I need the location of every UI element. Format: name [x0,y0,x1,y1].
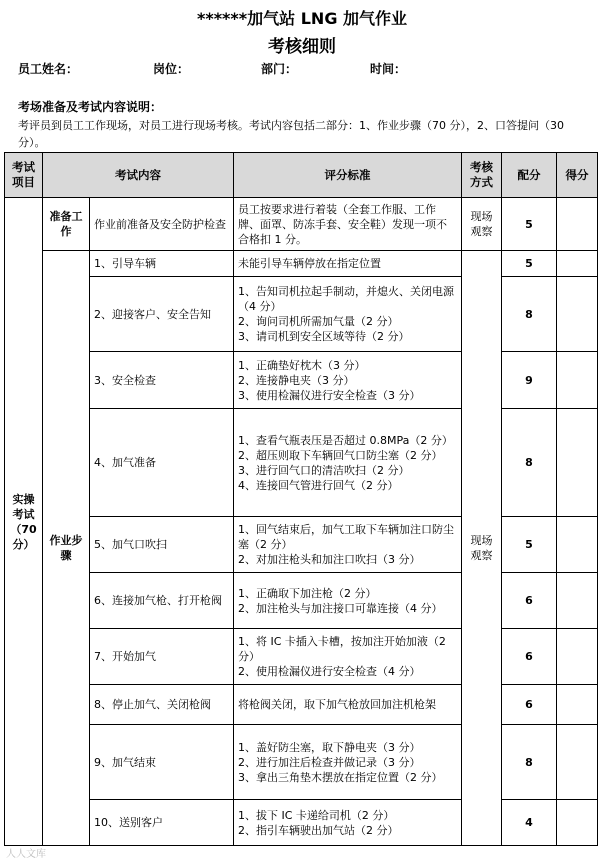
row-content: 7、开始加气 [90,629,234,685]
row-criteria: 1、回气结束后，加气工取下车辆加注口防尘塞（2 分） 2、对加注枪头和加注口吹扫（3 分） [234,517,462,573]
header-points: 配分 [502,153,557,198]
row-content: 4、加气准备 [90,409,234,517]
row-points: 9 [502,352,557,409]
row-criteria: 1、查看气瓶表压是否超过 0.8MPa（2 分） 2、超压则取下车辆回气口防尘塞（2 分）3、进行回气口的清洁吹扫（2 分） 4、连接回气管进行回气（2 分） [234,409,462,517]
document-title: ******加气站 LNG 加气作业 [196,9,408,28]
position-label: 岗位： [153,62,190,76]
exam-project-cell: 实操考试（70分） [5,198,43,846]
score-cell[interactable] [557,629,598,685]
row-content: 10、送别客户 [90,800,234,846]
row-points: 5 [502,198,557,251]
row-content: 1、引导车辆 [90,251,234,277]
score-cell[interactable] [557,409,598,517]
row-content: 2、迎接客户、安全告知 [90,277,234,352]
score-cell[interactable] [557,277,598,352]
row-content: 5、加气口吹扫 [90,517,234,573]
row-points: 6 [502,573,557,629]
header-content: 考试内容 [43,153,234,198]
score-cell[interactable] [557,251,598,277]
row-criteria: 1、正确取下加注枪（2 分） 2、加注枪头与加注接口可靠连接（4 分） [234,573,462,629]
row-criteria: 1、拔下 IC 卡递给司机（2 分） 2、指引车辆驶出加气站（2 分） [234,800,462,846]
score-cell[interactable] [557,517,598,573]
row-criteria: 1、盖好防尘塞，取下静电夹（3 分） 2、进行加注后检查并做记录（3 分） 3、拿出三角垫木摆放在指定位置（2 分） [234,725,462,800]
group-prep: 准备工作 [43,198,90,251]
row-content: 6、连接加气枪、打开枪阀 [90,573,234,629]
document-subtitle: 考核细则 [268,37,336,57]
employee-name-label: 员工姓名： [18,62,79,76]
row-criteria: 1、将 IC 卡插入卡槽，按加注开始加液（2 分） 2、使用检漏仪进行安全检查（4 分） [234,629,462,685]
row-points: 8 [502,277,557,352]
header-score: 得分 [557,153,598,198]
row-points: 8 [502,725,557,800]
row-points: 4 [502,800,557,846]
section-title: 考场准备及考试内容说明： [18,100,163,114]
row-content: 作业前准备及安全防护检查 [90,198,234,251]
row-criteria: 将枪阀关闭，取下加气枪放回加注机枪架 [234,685,462,725]
row-content: 8、停止加气、关闭枪阀 [90,685,234,725]
method-cell: 现场观察 [462,251,502,846]
row-criteria: 员工按要求进行着装（全套工作服、工作牌、面罩、防冻手套、安全鞋）发现一项不合格扣 1 分。 [234,198,462,251]
header-method: 考核方式 [462,153,502,198]
row-criteria: 未能引导车辆停放在指定位置 [234,251,462,277]
exam-description: 考评员到员工工作现场，对员工进行现场考核。考试内容包括二部分：1、作业步骤（70 分），2、口答提问（30 分）。 [18,119,564,149]
department-label: 部门： [261,62,298,76]
row-criteria: 1、告知司机拉起手制动，并熄火、关闭电源（4 分） 2、询问司机所需加气量（2 分） 3、请司机到安全区域等待（2 分） [234,277,462,352]
method-cell: 现场观察 [462,198,502,251]
score-cell[interactable] [557,800,598,846]
time-label: 时间： [370,62,407,76]
watermark: 人人文库 [6,849,46,860]
score-cell[interactable] [557,573,598,629]
header-project: 考试项目 [5,153,43,198]
row-points: 6 [502,685,557,725]
header-criteria: 评分标准 [234,153,462,198]
row-points: 5 [502,251,557,277]
row-content: 9、加气结束 [90,725,234,800]
score-cell[interactable] [557,685,598,725]
score-cell[interactable] [557,725,598,800]
row-content: 3、安全检查 [90,352,234,409]
assessment-table [4,152,598,846]
group-steps: 作业步骤 [43,251,90,846]
row-points: 8 [502,409,557,517]
score-cell[interactable] [557,198,598,251]
row-criteria: 1、正确垫好枕木（3 分） 2、连接静电夹（3 分） 3、使用检漏仪进行安全检查（3 分） [234,352,462,409]
row-points: 5 [502,517,557,573]
score-cell[interactable] [557,352,598,409]
row-points: 6 [502,629,557,685]
